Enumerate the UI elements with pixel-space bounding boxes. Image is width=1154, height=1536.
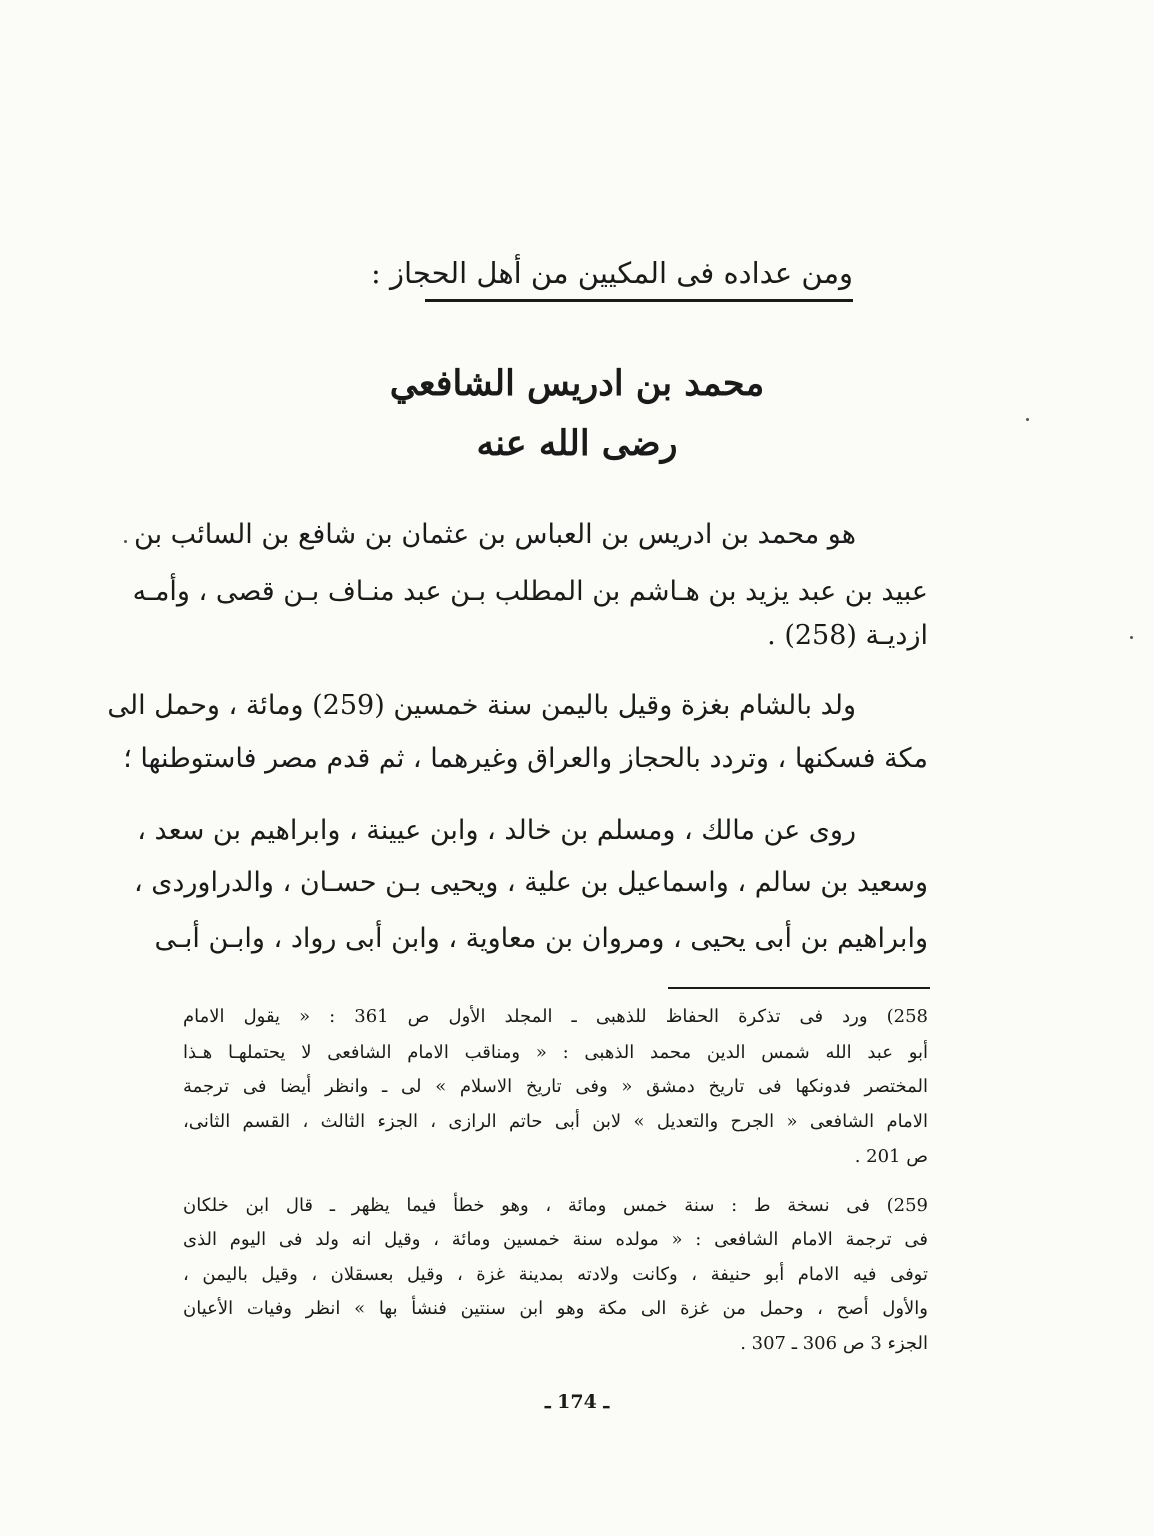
section-heading: ومن عداده فى المكيين من أهل الحجاز : bbox=[425, 247, 853, 302]
text-line: عبيد بن عبد يزيد بن هـاشم بن المطلب بـن عبد منـاف بـن قصى ، وأمـه bbox=[132, 576, 928, 607]
footnote-line: ص 201 . bbox=[854, 1146, 928, 1167]
footnote-line: المختصر فدونكها فى تاريخ دمشق « وفى تاريخ الاسلام » لى ـ وانظر أيضا فى ترجمة bbox=[183, 1076, 928, 1097]
text-line: ازديـة (258) . bbox=[767, 620, 928, 651]
scan-speck bbox=[1130, 636, 1133, 639]
text-line: مكة فسكنها ، وتردد بالحجاز والعراق وغيرهما ، ثم قدم مصر فاستوطنها ؛ bbox=[123, 743, 928, 774]
footnote-line: الامام الشافعى « الجرح والتعديل » لابن أبى حاتم الرازى ، الجزء الثالث ، القسم الثانى، bbox=[183, 1111, 928, 1132]
text-line: هو محمد بن ادريس بن العباس بن عثمان بن شافع بن السائب بن bbox=[134, 519, 856, 550]
scan-speck bbox=[124, 540, 127, 543]
footnote-line: توفى فيه الامام أبو حنيفة ، وكانت ولادته بمدينة غزة ، وقيل بعسقلان ، وقيل باليمن ، bbox=[183, 1264, 928, 1285]
biography-title: محمد بن ادريس الشافعي bbox=[389, 363, 765, 404]
scan-speck bbox=[1026, 418, 1029, 421]
footnote-line: والأول أصح ، وحمل من غزة الى مكة وهو ابن سنتين فنشأ بها » انظر وفيات الأعيان bbox=[183, 1298, 928, 1319]
footnote-divider bbox=[668, 987, 930, 989]
footnote-line: الجزء 3 ص 306 ـ 307 . bbox=[740, 1333, 928, 1354]
text-line: وسعيد بن سالم ، واسماعيل بن علية ، ويحيى بـن حسـان ، والدراوردى ، bbox=[133, 867, 928, 898]
text-line: ولد بالشام بغزة وقيل باليمن سنة خمسين (259) ومائة ، وحمل الى bbox=[107, 690, 856, 721]
text-line: روى عن مالك ، ومسلم بن خالد ، وابن عيينة ، وابراهيم بن سعد ، bbox=[137, 815, 856, 846]
biography-subtitle: رضى الله عنه bbox=[476, 423, 678, 464]
footnote-line: أبو عبد الله شمس الدين محمد الذهبى : « ومناقب الامام الشافعى لا يحتملهـا هـذا bbox=[183, 1042, 928, 1063]
page-number: ـ 174 ـ bbox=[544, 1391, 610, 1413]
footnote-line: 258) ورد فى تذكرة الحفاظ للذهبى ـ المجلد الأول ص 361 : « يقول الامام bbox=[183, 1006, 928, 1027]
footnote-line: فى ترجمة الامام الشافعى : « مولده سنة خمسين ومائة ، وقيل انه ولد فى اليوم الذى bbox=[183, 1229, 928, 1250]
footnote-line: 259) فى نسخة ط : سنة خمس ومائة ، وهو خطأ فيما يظهر ـ قال ابن خلكان bbox=[183, 1195, 928, 1216]
text-line: وابراهيم بن أبى يحيى ، ومروان بن معاوية ، وابن أبى رواد ، وابـن أبـى bbox=[154, 923, 928, 954]
